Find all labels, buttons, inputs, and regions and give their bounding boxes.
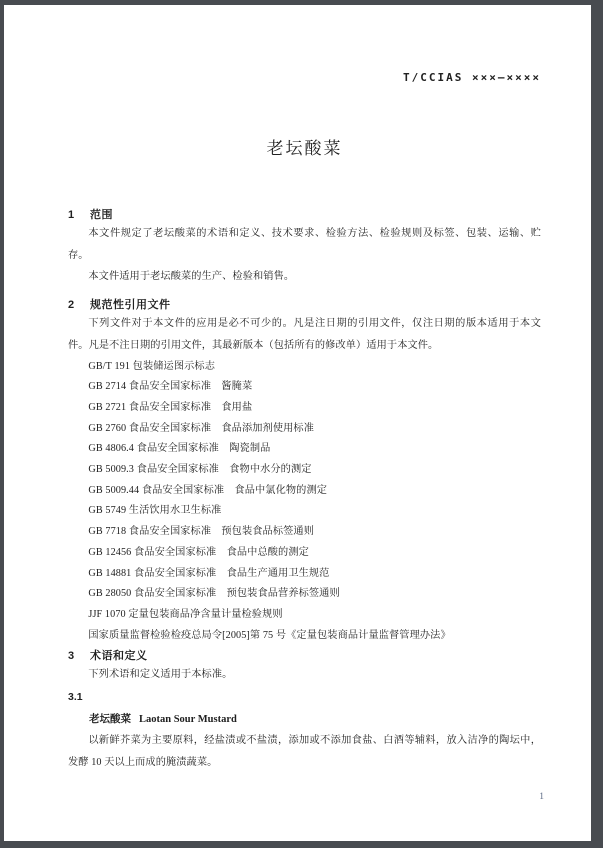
reference-item: GB 5009.3 食品安全国家标准 食物中水分的测定 [88,464,312,476]
page-number: 1 [539,792,544,802]
document-title: 老坛酸菜 [266,139,343,158]
reference-item: GB 5749 生活饮用水卫生标准 [88,505,222,517]
term-name-english: Laotan Sour Mustard [139,713,237,725]
reference-item: GB 2714 食品安全国家标准 酱腌菜 [88,381,253,393]
page-content [4,71,591,774]
section-heading-terms-definitions [68,648,541,664]
term-name [68,709,541,731]
reference-list [68,357,541,647]
term-definition: 以新鲜芥菜为主要原料，经盐渍或不盐渍，添加或不添加食盐、白酒等辅料，放入洁净的陶坛中，发酵 10 天以上而成的腌渍蔬菜。 [68,735,541,769]
section-heading-label: 范围 [90,209,113,221]
section-heading-label: 术语和定义 [90,650,148,663]
section-number: 3 [68,650,75,663]
reference-item: GB/T 191 包装储运图示标志 [88,360,215,372]
reference-item: JJF 1070 定量包装商品净含量计量检验规则 [88,608,283,620]
reference-item: GB 14881 食品安全国家标准 食品生产通用卫生规范 [88,567,330,579]
reference-item: GB 12456 食品安全国家标准 食品中总酸的测定 [88,546,309,558]
section-number: 2 [68,299,75,312]
reference-item: GB 7718 食品安全国家标准 预包装食品标签通则 [88,526,314,538]
reference-item: 国家质量监督检验检疫总局令[2005]第 75 号《定量包装商品计量监督管理办法》 [88,629,451,641]
section-heading-label: 规范性引用文件 [90,299,171,312]
standard-number: T/CCIAS ×××—×××× [403,71,541,84]
reference-item: GB 2760 食品安全国家标准 食品添加剂使用标准 [88,422,314,434]
scope-paragraph: 本文件规定了老坛酸菜的术语和定义、技术要求、检验方法、检验规则及标签、包装、运输、贮存。 [68,228,541,261]
terms-intro-paragraph: 下列术语和定义适用于本标准。 [88,669,233,681]
document-page [4,5,591,841]
normative-references-paragraph: 下列文件对于本文件的应用是必不可少的。凡是注日期的引用文件，仅注日期的版本适用于本文件。凡是不注日期的引用文件，其最新版本（包括所有的修改单）适用于本文件。 [68,318,541,351]
reference-item: GB 2721 食品安全国家标准 食用盐 [88,401,253,413]
section-heading-normative-references [68,297,541,313]
reference-item: GB 5009.44 食品安全国家标准 食品中氯化物的测定 [88,484,328,496]
section-number: 1 [68,209,75,221]
term-name-chinese: 老坛酸菜 [89,712,131,725]
reference-item: GB 28050 食品安全国家标准 预包装食品营养标签通则 [88,588,340,600]
section-heading-scope [68,207,541,223]
term-number: 3.1 [68,691,83,704]
reference-item: GB 4806.4 食品安全国家标准 陶瓷制品 [88,443,271,455]
scope-paragraph: 本文件适用于老坛酸菜的生产、检验和销售。 [88,271,295,283]
